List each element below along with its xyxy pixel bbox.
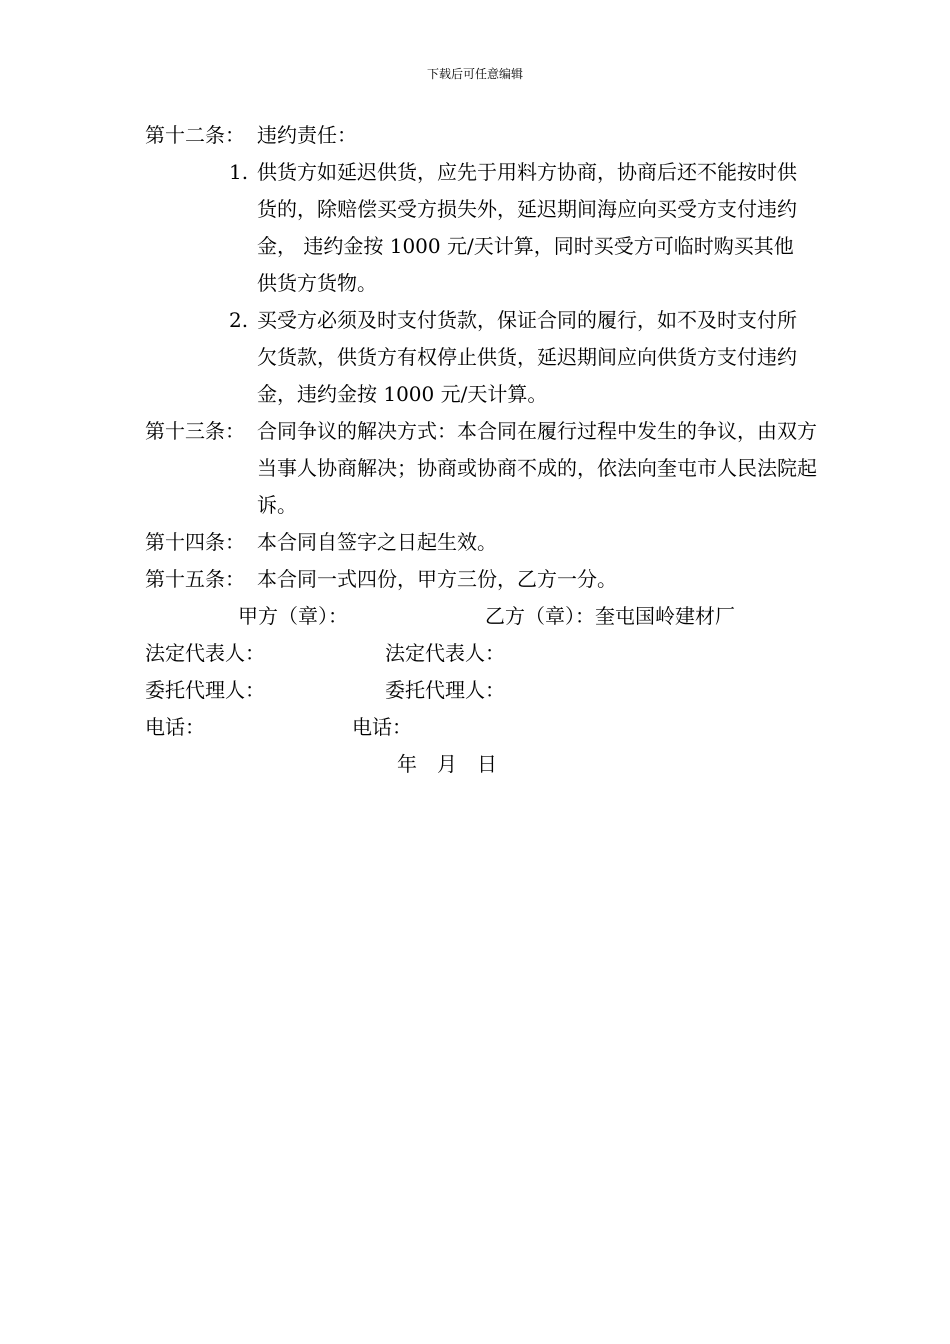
- article-13-text: 合同争议的解决方式：本合同在履行过程中发生的争议，由双方当事人协商解决；协商或协商不成的，依法向奎屯市人民法院起诉。: [257, 419, 817, 517]
- item-number: 1.: [229, 160, 249, 184]
- party-line: [145, 598, 825, 635]
- article-12: [145, 117, 825, 154]
- party-a-seal: 甲方（章）：: [238, 604, 348, 628]
- party-b-seal: 乙方（章）：奎屯国岭建材厂: [485, 604, 735, 628]
- legal-rep-a: 法定代表人：: [145, 641, 265, 665]
- contract-body: [145, 117, 825, 783]
- article-12-item-1: [145, 154, 825, 302]
- legal-rep-line: [145, 635, 825, 672]
- article-13: [145, 413, 825, 524]
- article-12-item-2: [145, 302, 825, 413]
- item-text: 买受方必须及时支付货款，保证合同的履行，如不及时支付所欠货款，供货方有权停止供货，延迟期间应向供货方支付违约金，违约金按 1000 元/天计算。: [257, 308, 797, 406]
- article-13-label: 第十三条：: [145, 419, 245, 443]
- article-14-label: 第十四条：: [145, 530, 245, 554]
- article-14-text: 本合同自签字之日起生效。: [257, 530, 497, 554]
- article-12-title: 违约责任：: [257, 123, 357, 147]
- agent-b: 委托代理人：: [385, 678, 505, 702]
- date-line: [145, 746, 825, 783]
- agent-a: 委托代理人：: [145, 678, 265, 702]
- header-note: 下载后可任意编辑: [426, 67, 523, 81]
- phone-a: 电话：: [145, 715, 205, 739]
- phone-line: [145, 709, 825, 746]
- phone-b: 电话：: [352, 715, 412, 739]
- article-15-label: 第十五条：: [145, 567, 245, 591]
- article-12-label: 第十二条：: [145, 123, 245, 147]
- agent-line: [145, 672, 825, 709]
- legal-rep-b: 法定代表人：: [385, 641, 505, 665]
- item-number: 2.: [229, 308, 249, 332]
- item-text: 供货方如延迟供货，应先于用料方协商，协商后还不能按时供货的，除赔偿买受方损失外，延迟期间海应向买受方支付违约金， 违约金按 1000 元/天计算，同时买受方可临时购买其他供货方货物。: [257, 160, 797, 295]
- article-15-text: 本合同一式四份，甲方三份，乙方一分。: [257, 567, 617, 591]
- article-14: [145, 524, 825, 561]
- article-15: [145, 561, 825, 598]
- signing-date: 年 月 日: [397, 752, 497, 776]
